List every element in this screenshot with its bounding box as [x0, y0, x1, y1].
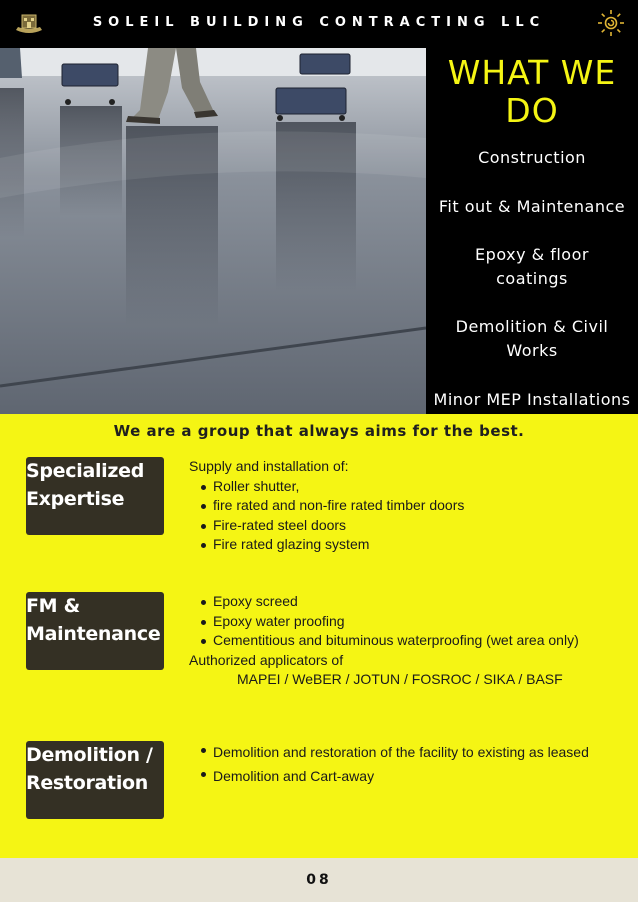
header-bar — [0, 0, 638, 48]
services-title: WHAT WE DO — [447, 53, 617, 130]
services-panel — [426, 48, 638, 414]
section-label-box — [26, 741, 164, 819]
list-item: Roller shutter, — [189, 477, 609, 497]
epoxy-floor-photo — [0, 48, 426, 414]
section-label: Demolition / Restoration — [26, 744, 153, 794]
list-item: Demolition and Cart-away — [189, 764, 609, 788]
company-name: SOLEIL BUILDING CONTRACTING LLC — [92, 15, 546, 30]
sun-spiral-icon — [597, 9, 625, 37]
footer-bar — [0, 858, 638, 902]
brand-list: MAPEI / WeBER / JOTUN / FOSROC / SIKA / BASF — [237, 671, 563, 687]
section-list — [189, 592, 609, 651]
service-item: Fit out & Maintenance — [438, 197, 626, 216]
section-label-box — [26, 592, 164, 670]
list-item: Epoxy water proofing — [189, 612, 609, 632]
list-item: Epoxy screed — [189, 592, 609, 612]
service-item: Epoxy & floor coatings — [475, 245, 589, 288]
list-item: Fire rated glazing system — [189, 535, 609, 555]
section-intro: Supply and installation of: — [189, 458, 349, 474]
section-label-box — [26, 457, 164, 535]
list-item: Demolition and restoration of the facility to existing as leased — [189, 740, 594, 764]
list-item: Fire-rated steel doors — [189, 516, 609, 536]
section-label: Specialized Expertise — [26, 460, 145, 510]
section-list — [189, 477, 609, 555]
list-item: fire rated and non-fire rated timber doors — [189, 496, 609, 516]
service-item: Demolition & Civil Works — [455, 317, 609, 360]
section-description — [189, 457, 609, 555]
page-number: 08 — [306, 872, 332, 888]
tagline: We are a group that always aims for the best. — [113, 422, 525, 440]
service-item: Construction — [478, 148, 586, 167]
section-outro: Authorized applicators of — [189, 651, 344, 668]
section-label: FM & Maintenance — [26, 595, 161, 645]
section-list — [189, 740, 609, 788]
service-item: Minor MEP Installations — [433, 390, 631, 409]
section-description — [189, 740, 609, 788]
list-item: Cementitious and bituminous waterproofing (wet area only) — [189, 631, 599, 651]
section-description — [189, 592, 609, 690]
